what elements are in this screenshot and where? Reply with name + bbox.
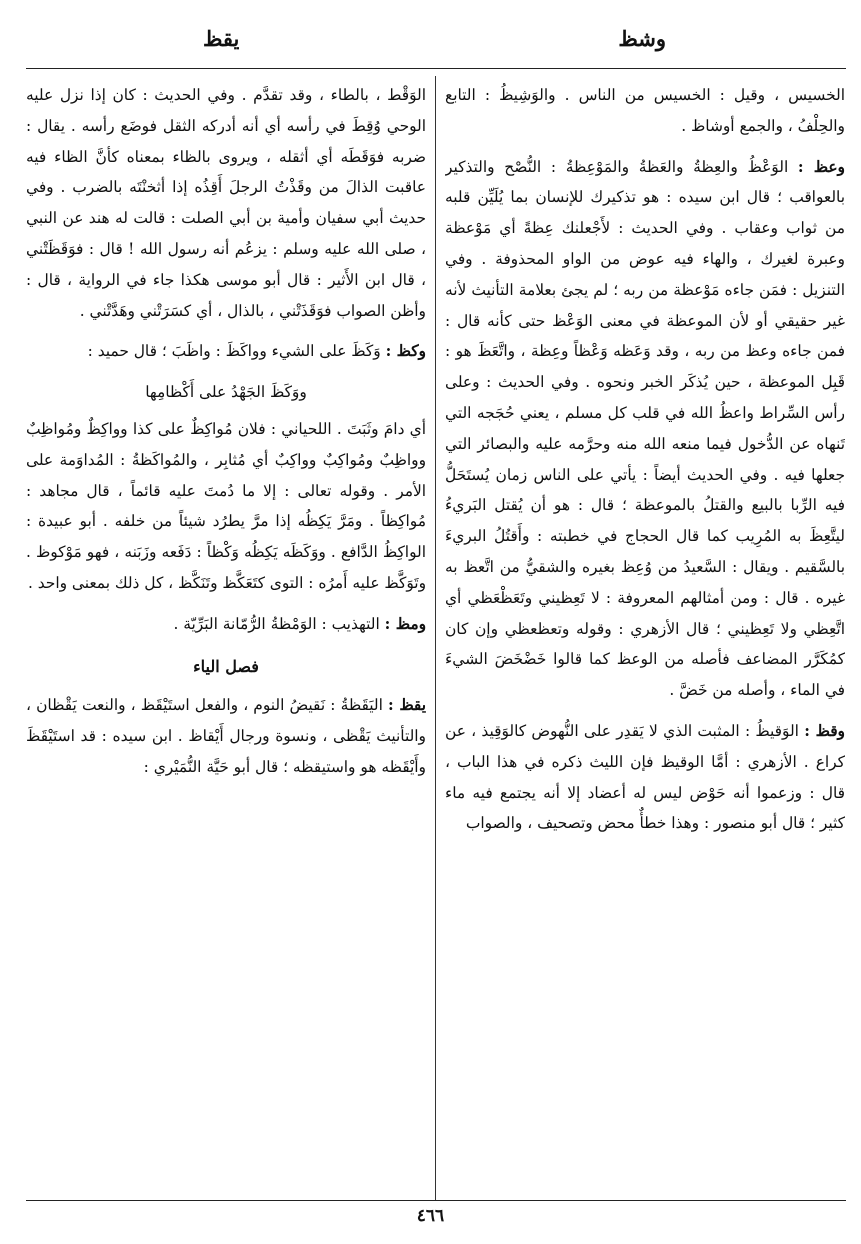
entry-wkz-cont	[26, 414, 426, 599]
page-number: ٤٦٦	[416, 1206, 445, 1226]
entry-text: الوَعْظُ والعِظةُ والعَظةُ والمَوْعِظةُ : النُّصْح والتذكير بالعواقب ؛ قال ابن سيده : هو تذكيرك للإنسان بما يُلَيِّن قلبه من ثواب وعقاب . وفي الحديث : لأَجْعلنك عِظةً أي مَوْعظة وعبرة لغيرك ، والهاء فيه عوض من الواو المحذوفة . وفي التنزيل : فمَن جاءه مَوْعظة من ربه ؛ لم يجئ بعلامة التأنيث لأنه غير حقيقي أو لأن الموعظة في معنى الوَعْظ حتى كأنه قال : فمن جاءه وعظ من ربه ، وقد وَعَظه وَعْظاً وعِظة ، واتَّعَظَ هو : قَبِل الموعظة ، حين يُذكَر الخبر ونحوه . وفي الحديث : وعلى رأس السِّراط واعظُ الله في قلب كل مسلم ، يعني حُجَجه التي تَنهاه عن الدُّخول فيما منعه الله منه وحرَّمه عليه والبصائر التي جعلها فيه . وفي الحديث أيضاً : يأتي على الناس زمان يُستَحَلُّ فيه الرِّبا بالبيع والقتلُ بالموعظة ؛ قال : هو أن يُقتل البَريءُ ليتَّعِظَ به المُرِيب كما قال الحجاج في خطبته : وأَقتُلُ البريءَ بالسَّقيم . ويقال : السَّعيدُ من وُعِظ بغيره والشقيُّ من اتَّعظ به غيره . قال : ومن أمثالهم المعروفة : لا تَعِظيني وتَعَظْعَظي أي اتَّعِظي ولا تَعِظيني ؛ قال الأزهري : وقوله وتعظعظي وإن كان كمُكَرَّر المضاعف فأصله من الوعظ كما قالوا خَضْخَضَ الشيءَ في الماء ، وأصله من خَضَّ .	[445, 157, 845, 700]
entry-text: الخسيس ، وقيل : الخسيس من الناس . والوَشِيظُ : التابع والحِلْفُ ، والجمع أوشاظ .	[445, 86, 845, 135]
section-title: فصل الياء	[193, 656, 259, 676]
entry-text: اليَقَظةُ : نَقيضُ النوم ، والفعل استَيْقَظ ، والنعت يَقْظان ، والتأنيث يَقْظى ، ونسوة ورجال أَيْقاظ . ابن سيده : قد استَيْقَظَ وأَيْقَظه هو واستيقظه ؛ قال أبو حَيَّة النُّمَيْري :	[26, 696, 426, 776]
poetry-verse: ووَكَظَ الجَهْدُ على أَكْظامِها	[145, 383, 307, 402]
left-running-headword: يقظ	[203, 26, 240, 51]
entry-wshz-tail	[445, 80, 845, 142]
left-column	[26, 80, 426, 1195]
entry-yqz	[26, 690, 426, 782]
column-divider	[435, 76, 436, 1201]
entry-wqz	[445, 716, 845, 839]
entry-text: أي دامَ وثَبَتَ . اللحياني : فلان مُواكِظٌ على كذا وواكِظٌ ومُواظِبٌ وواظِبٌ ومُواكِبٌ وواكِبٌ أي مُثابِر ، والمُواكَظةُ : المُداوَمة على الأمر . وقوله تعالى : إلا ما دُمتَ عليه قائماً ، قال مجاهد : مُواكِظاً . ومَرَّ يَكِظُه إذا مرَّ يطرُد شيئاً من خلفه . أبو عبيدة : الواكِظُ الدَّافع . ووَكَظَه يَكِظُه وَكْظاً : دَفَعه وزَبَنه ، فهو مَوْكوظ . وتَوَكَّظ عليه أَمرُه : التوى كتَعَكَّظ وتَنَكَّظ ، كل ذلك بمعنى واحد .	[26, 419, 426, 592]
page-header	[0, 26, 861, 62]
entry-wqz-cont	[26, 80, 426, 326]
entry-text: الوَقيظُ : المثبت الذي لا يَقدِر على النُّهوض كالوَقِيذ ، عن كراع . الأزهري : أمَّا الوقيظ فإن الليث ذكره في هذا الباب ، قال : وزعموا أنه حَوْض ليس له أعضاد إلا أنه يجتمع فيه ماء كثير ؛ قال أبو منصور : وهذا خطأٌ محض وتصحيف ، والصواب	[445, 721, 845, 833]
entry-headword: يقظ :	[388, 696, 426, 715]
entry-text: الوَقْط ، بالطاء ، وقد تقدَّم . وفي الحديث : كان إذا نزل عليه الوحي وُقِطَ في رأسه أي أنه أدركه الثقل فوضَع رأسه . يقال : ضربه فوَقَطَه أي أثقله ، ويروى بالظاء بمعناه كأنَّ الظاء فيه عاقبت الذالَ من وقَذْتُ الرجلَ أَقِذُه إذا أثخنْتَه بالضرب . وفي حديث أبي سفيان وأمية بن أبي الصلت : قالت له هند عن النبي ، صلى الله عليه وسلم : يزعُم أنه رسول الله ! قال : فوَقَظَتْني ، قال ابن الأَثير : قال أبو موسى هكذا جاء في الرواية ، قال : وأظن الصواب فوَقَذَتْني ، بالذال ، أي كسَرَتْني وهَدَّتْني .	[26, 86, 426, 320]
right-column	[445, 80, 845, 1195]
entry-wkz	[26, 336, 426, 367]
entry-headword: وعظ :	[797, 157, 845, 176]
entry-text: التهذيب : الوَمْظةُ الرُّمّانة البَرِّيّة .	[173, 614, 380, 633]
top-rule	[26, 68, 846, 69]
entry-wmz	[26, 609, 426, 640]
entry-headword: ومظ :	[384, 614, 426, 633]
entry-text: وَكَظَ على الشيء وواكَظَ : واظَبَ ؛ قال حميد :	[87, 342, 381, 361]
entry-headword: وكظ :	[385, 342, 426, 361]
entry-waz	[445, 152, 845, 706]
entry-headword: وقظ :	[804, 721, 845, 740]
right-running-headword: وشظ	[618, 26, 666, 51]
bottom-rule	[26, 1200, 846, 1201]
